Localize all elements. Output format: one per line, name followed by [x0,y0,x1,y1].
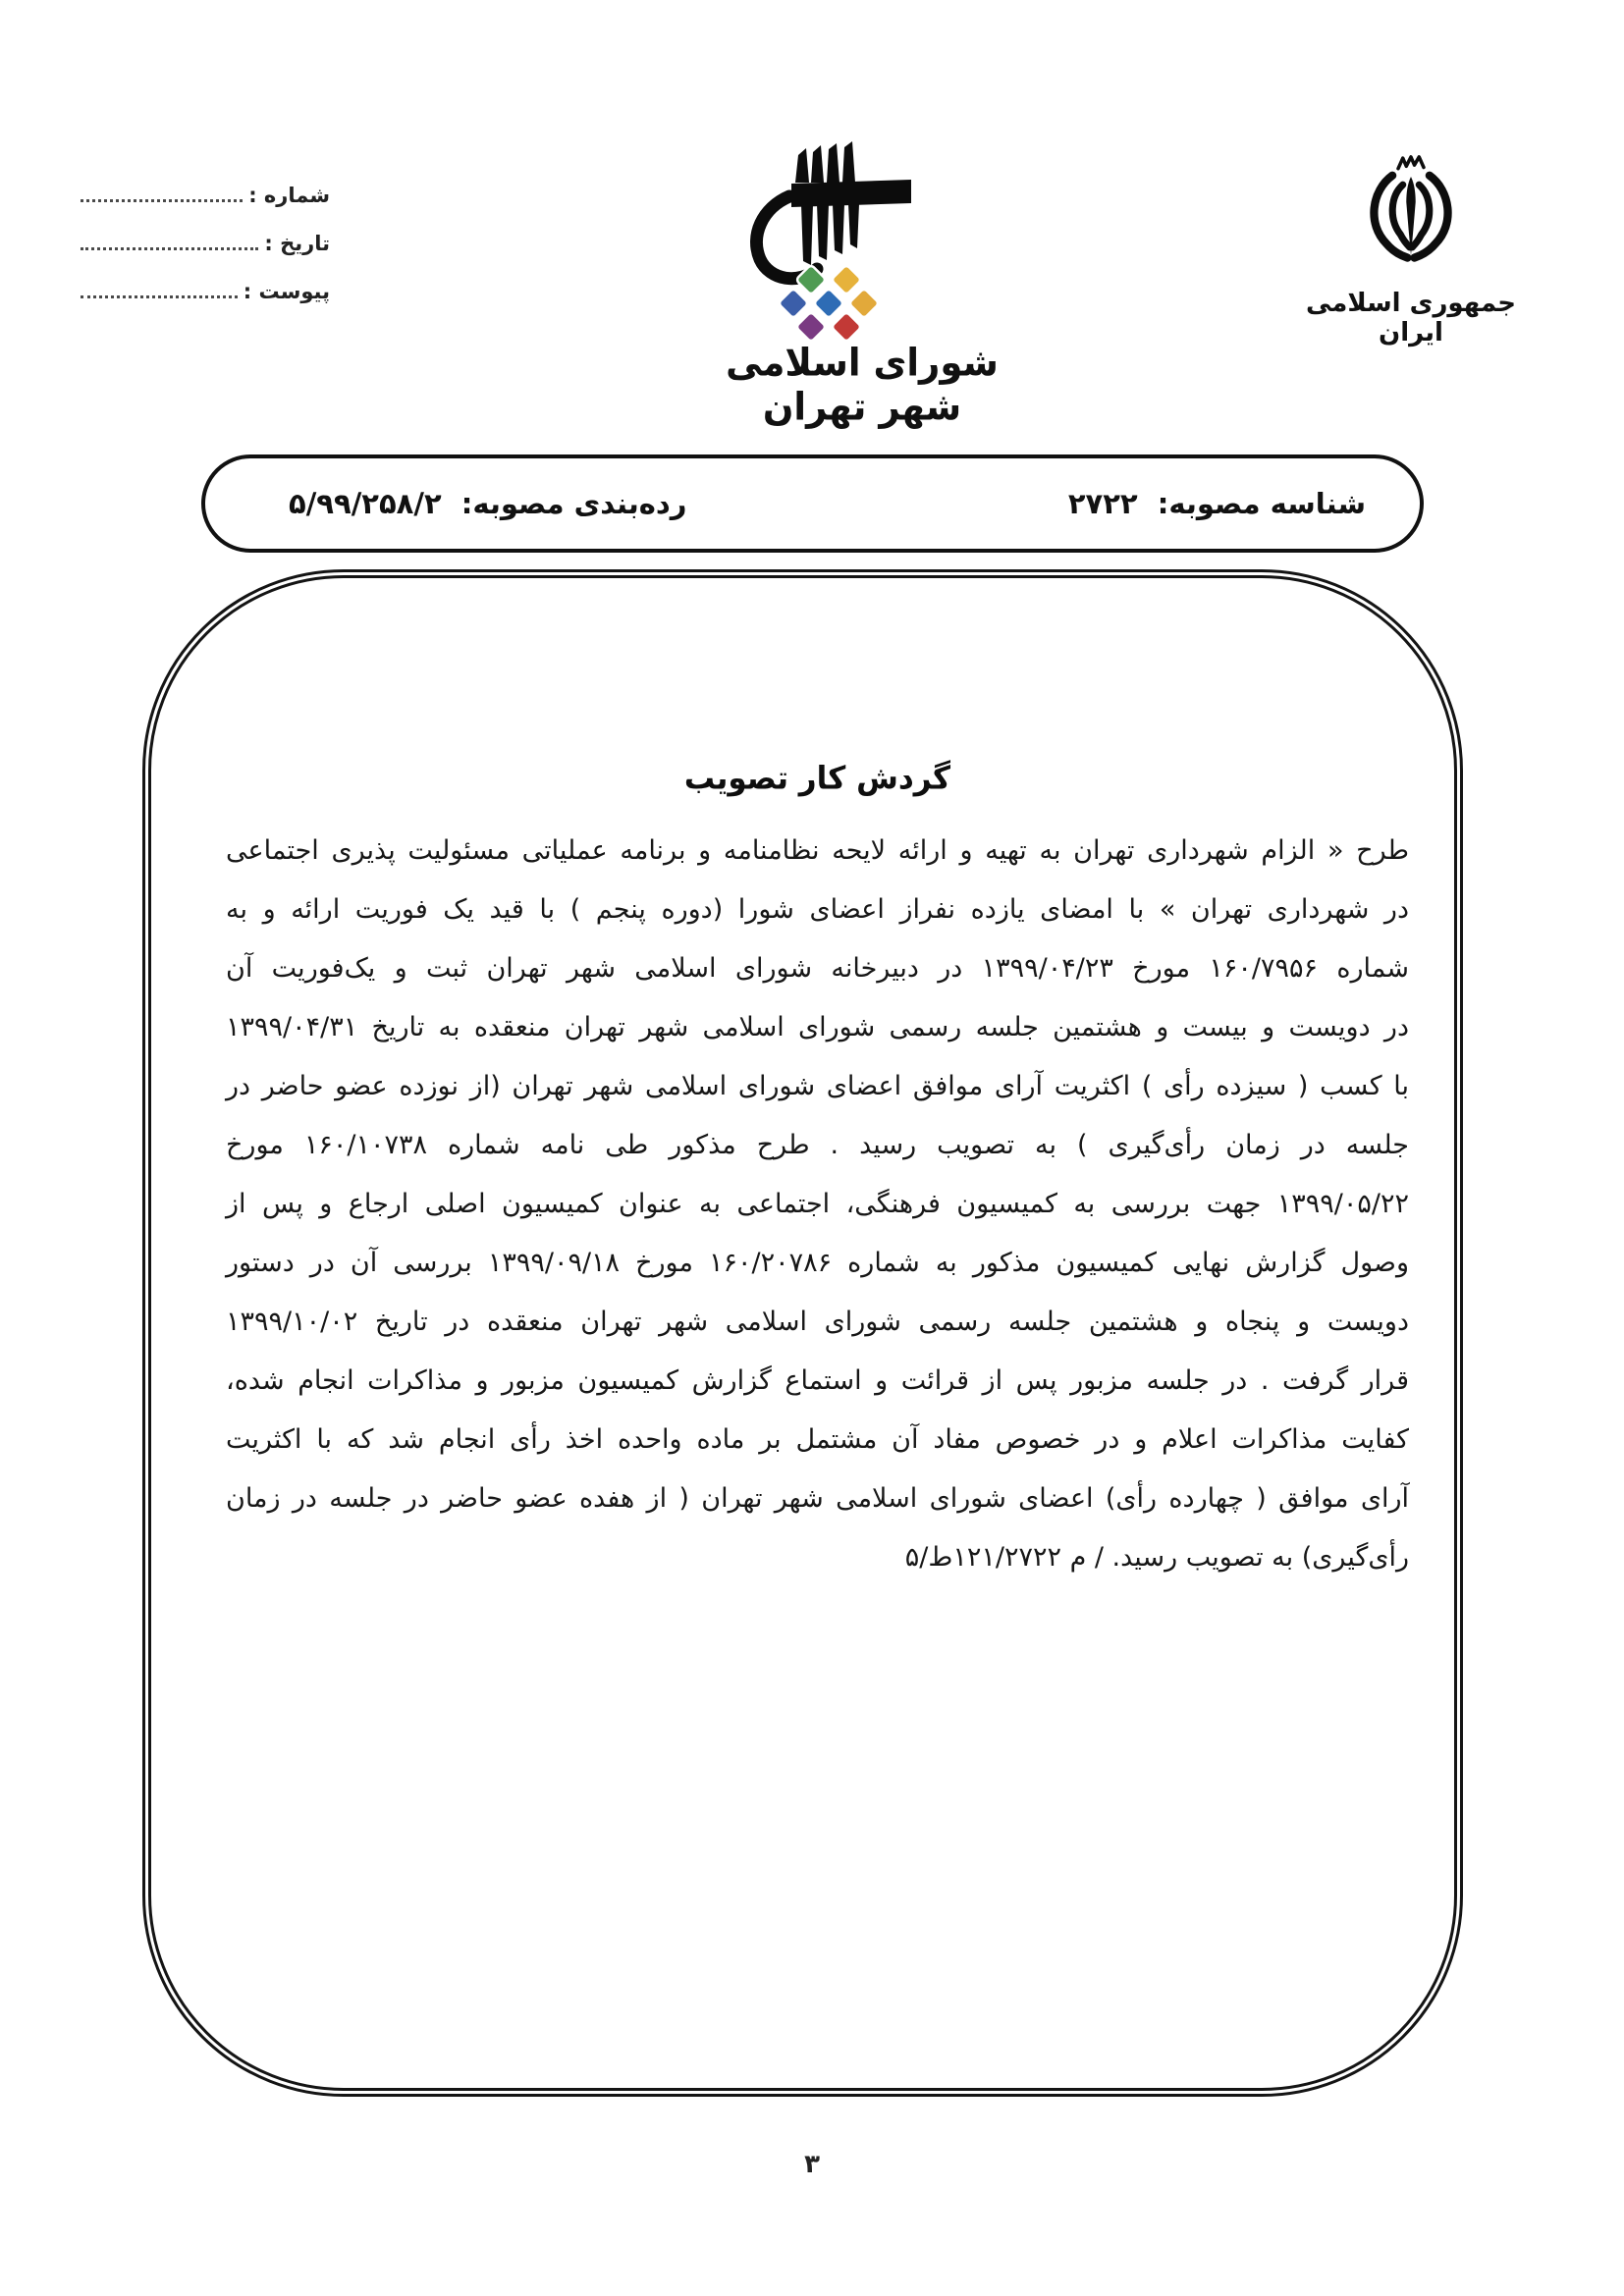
tile-gold-1 [831,264,861,294]
field-date [79,217,330,258]
field-attachment [79,265,330,306]
paragraph-line: در دویست و بیست و هشتمین جلسه رسمی شورای اسلامی شهر تهران منعقده به تاریخ ۱۳۹۹/۰۴/۳۱ [226,1012,1409,1042]
document-title: گردش کار تصویب [683,760,951,797]
paragraph-line: شماره ۱۶۰/۷۹۵۶ مورخ ۱۳۹۹/۰۴/۲۳ در دبیرخانه شورای اسلامی شهر تهران ثبت و یک‌فوریت آن [226,953,1409,984]
approval-workflow-paragraph [226,822,1409,1587]
resolution-classification-value: ۵/۹۹/۲۵۸/۲ [289,487,442,520]
paragraph-line: طرح « الزام شهرداری تهران به تهیه و ارائه لایحه نظامنامه و برنامه عملیاتی مسئولیت پذیری اجتماعی [226,835,1409,866]
tile-purple [795,311,826,342]
resolution-id-value: ۲۷۲۲ [1067,487,1138,520]
resolution-meta-bar [201,454,1424,553]
resolution-id-label: شناسه مصوبه: [1157,487,1366,520]
paragraph-line: دویست و پنجاه و هشتمین جلسه رسمی شورای اسلامی شهر تهران منعقده در تاریخ ۱۳۹۹/۱۰/۰۲ [226,1307,1409,1337]
document-body-frame [142,569,1463,2097]
tile-gold-2 [848,288,879,318]
field-number [79,169,330,210]
field-attachment-label: پیوست : [243,280,330,303]
paragraph-line: وصول گزارش نهایی کمیسیون مذکور به شماره ۱۶۰/۲۰۷۸۶ مورخ ۱۳۹۹/۰۹/۱۸ بررسی آن در دستور [226,1248,1409,1278]
field-number-label: شماره : [248,184,330,207]
resolution-classification-label: رده‌بندی مصوبه: [460,487,687,520]
council-logo [687,131,1037,430]
paragraph-line: ۱۳۹۹/۰۵/۲۲ جهت بررسی به کمیسیون فرهنگی، اجتماعی به عنوان کمیسیون اصلی ارجاع و پس از [226,1189,1409,1219]
field-date-label: تاریخ : [264,232,330,255]
page-number: ۳ [804,2150,820,2179]
paragraph-line: در شهرداری تهران » با امضای یازده نفراز اعضای شورا (دوره پنجم ) با قید یک فوریت ارائه و به [226,894,1409,925]
field-attachment-ruled-dots [81,294,238,298]
field-number-ruled-dots [81,198,243,202]
letterhead-fields [79,169,330,313]
tile-red [831,311,861,342]
paragraph-line: قرار گرفت . در جلسه مزبور پس از قرائت و استماع گزارش کمیسیون مزبور و مذاکرات انجام شده، [226,1365,1409,1396]
paragraph-line: با کسب ( سیزده رأی ) اکثریت آرای موافق اعضای شورای اسلامی شهر تهران (از نوزده عضو حاضر در [226,1071,1409,1101]
resolution-id [1068,487,1366,520]
paragraph-line: رأی‌گیری) به تصویب رسید. / م ۱۲۱/۲۷۲۲ط/۵ [904,1542,1409,1573]
paragraph-line: کفایت مذاکرات اعلام و در خصوص مفاد آن مشتمل بر ماده واحده اخذ رأی انجام شد که با اکثریت [226,1424,1409,1455]
tile-blue-2 [813,288,843,318]
national-emblem [1294,139,1528,347]
iran-emblem-caption: جمهوری اسلامی ایران [1305,289,1517,347]
council-logo-mark-icon [744,135,975,356]
resolution-classification [289,487,686,520]
paragraph-line: آرای موافق ( چهارده رأی) اعضای شورای اسلامی شهر تهران ( از هفده عضو حاضر در جلسه در زمان [226,1483,1409,1514]
field-date-ruled-dots [81,246,258,250]
tile-blue-1 [778,288,808,318]
iran-emblem-icon [1353,139,1469,279]
council-logo-caption: شورای اسلامی شهر تهران [726,340,999,430]
paragraph-line: جلسه در زمان رأی‌گیری ) به تصویب رسید . طرح مذکور طی نامه شماره ۱۶۰/۱۰۷۳۸ مورخ [226,1130,1409,1160]
